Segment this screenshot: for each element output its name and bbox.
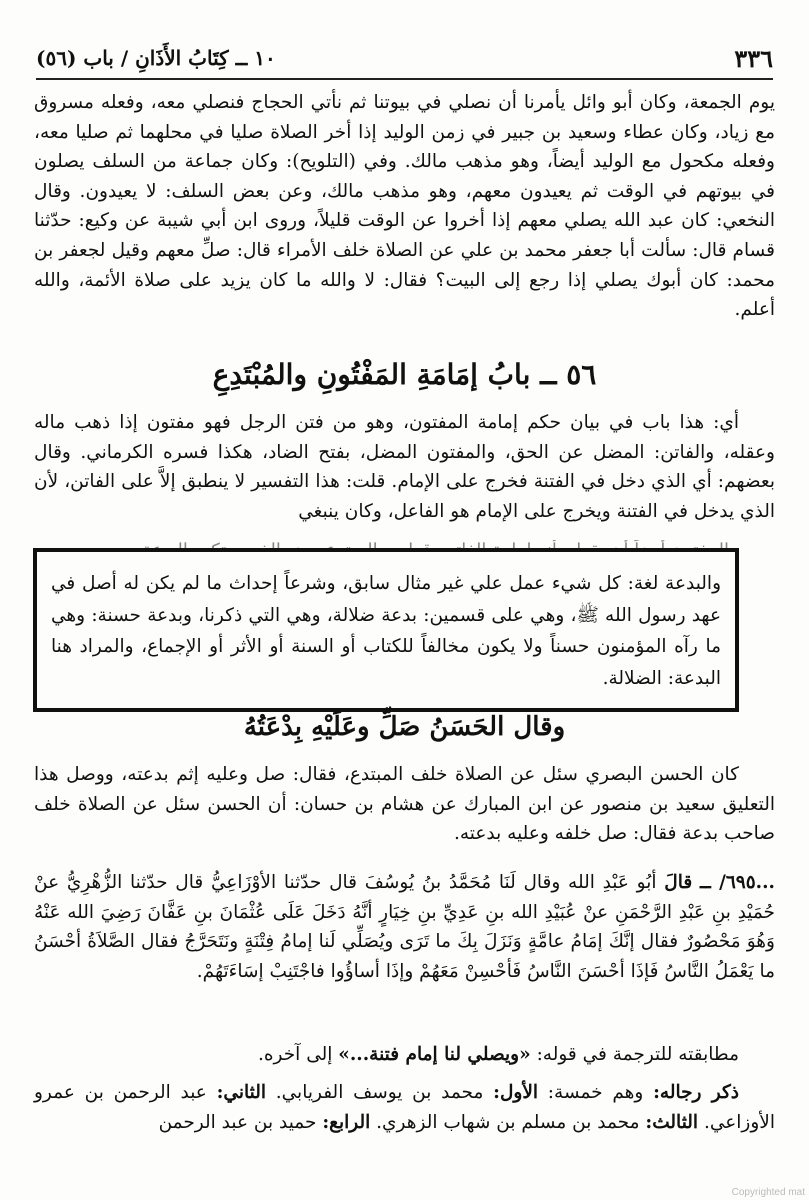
page-header (36, 38, 773, 80)
paragraph-4-text (34, 1040, 775, 1070)
paragraph-2-text (34, 408, 775, 526)
running-title: ١٠ ــ كِتَابُ الأَذَانِ / باب (٥٦) (36, 46, 276, 70)
paragraph-5 (34, 1078, 775, 1137)
narrator-2: عبد الرحمن بن عمرو الأوزاعي. (34, 1082, 775, 1133)
watermark: Copyrighted mat (731, 1187, 805, 1198)
paragraph-3 (34, 760, 775, 849)
narrators-label: ذكر رجاله: (653, 1082, 740, 1103)
narrator-1: محمد بن يوسف الفريابي. (275, 1082, 484, 1103)
paragraph-4-lead: مطابقته للترجمة في قوله: (536, 1044, 739, 1065)
paragraph-1 (34, 88, 775, 325)
paragraph-2 (34, 408, 775, 526)
hadith-qala: قالَ (664, 872, 693, 893)
hadith-body: أبُو عَبْدِ الله وقال لَنَا مُحَمَّدُ بنُ يُوسُفَ قال حدّثنا الأوْزَاعِيُّ قال حدّثنا الزُّهْرِيُّ عنْ حُمَيْدِ بنِ عَبْدِ الرَّحْمَنِ عنْ عُبَيْدِ الله بنِ عَدِيِّ بنِ خِيَارٍ أنَّهُ دَخَلَ عَلَى عُثْمَانَ بنِ عَفَّانَ رَضِيَ الله عَنْهُ وَهُوَ مَحْصُورٌ فقال إنَّكَ إمَامُ عامَّةٍ وَنَزَلَ بِكَ ما تَرَى ويُصَلِّي لَنا إمامُ فِتْنَةٍ ونَتَحَرَّجُ فقال الصَّلاَةُ أحْسَنُ ما يَعْمَلُ النَّاسُ فَإذَا أحْسَنَ النَّاسُ فَأحْسِنْ مَعَهُمْ وإذَا أساؤُوا فاجْتَنِبْ إسَاءَتَهُمْ. (34, 872, 775, 982)
page-number: ٣٣٦ (734, 43, 773, 73)
paragraph-2-body: أي: هذا باب في بيان حكم إمامة المفتون، وهو من فتن الرجل فهو مفتون إذا ذهب ماله وعقله، والفاتن: المضل عن الحق، والمفتون المضل، بفتح الضاد، هكذا فسره الكرماني. وقال بعضهم: أي الذي دخل في الفتنة فخرج على الإمام. قلت: هذا التفسير لا ينطبق إلاَّ على الفاتن، لأن الذي يدخل في الفتنة ويخرج على الإمام هو الفاعل، وكان ينبغي (34, 412, 775, 522)
narrator-3-label: الثالث: (645, 1111, 699, 1133)
paragraph-4 (34, 1040, 775, 1070)
highlight-box-text: والبدعة لغة: كل شيء عمل علي غير مثال سابق، وشرعاً إحداث ما لم يكن له أصل في عهد رسول الله ﷺ، وهي على قسمين: بدعة ضلالة، وهي التي ذكرنا، وبدعة حسنة: وهي ما رآه المؤمنون حسناً ولا يكون مخالفاً للكتاب أو السنة أو الأثر أو الإجماع، والمراد هنا البدعة: الضلالة. (51, 573, 721, 689)
narrator-4-label: الرابع: (322, 1111, 371, 1133)
narrator-1-label: الأول: (493, 1082, 539, 1103)
paragraph-4-tail: إلى آخره. (257, 1044, 333, 1065)
paragraph-3-text (34, 760, 775, 849)
narrator-3: محمد بن مسلم بن شهاب الزهري. (376, 1111, 640, 1133)
paragraph-4-quote: «ويصلي لنا إمام فتنة...» (338, 1044, 531, 1065)
narrator-4: حميد بن عبد الرحمن (158, 1111, 317, 1133)
highlight-box (33, 548, 739, 712)
paragraph-1-text: يوم الجمعة، وكان أبو وائل يأمرنا أن نصلي في بيوتنا ثم نأتي الحجاج فنصلي معه، وفعله مسروق مع زياد، وكان عطاء وسعيد بن جبير في زمن الوليد إذا أخر الصلاة صليا في محلهما ثم صليا معه، وفعله مكحول مع الوليد أيضاً، وهو مذهب مالك. وفي (التلويح): وكان جماعة من السلف يصلون في بيوتهم في الوقت ثم يعيدون معهم، وهو مذهب مالك، وعن بعض السلف: لا يعيدون. وقال النخعي: كان عبد الله يصلي معهم إذا أخروا عن الوقت قليلاً، وروى ابن أبي شيبة عن وكيع: حدّثنا قسام قال: سألت أبا جعفر محمد بن علي عن الصلاة خلف الأمراء قال: صلِّ معهم وقيل لجعفر بن محمد: كان أبوك يصلي إذا رجع إلى البيت؟ فقال: لا والله ما كان يزيد على صلاة الأئمة، والله أعلم. (34, 92, 775, 321)
sub-heading: وقال الحَسَنُ صَلِّ وعَلَيْهِ بِدْعَتُهُ (243, 712, 566, 742)
hadith-block (34, 868, 775, 986)
section-heading: ٥٦ ــ بابُ إمَامَةِ المَفْتُونِ والمُبْتَدِعِ (212, 358, 597, 391)
paragraph-5-text (34, 1078, 775, 1137)
narrators-count: وهم خمسة: (547, 1082, 644, 1103)
narrator-2-label: الثاني: (216, 1082, 266, 1103)
paragraph-3-body: كان الحسن البصري سئل عن الصلاة خلف المبتدع، فقال: صل وعليه إثم بدعته، ووصل هذا التعليق سعيد بن منصور عن ابن المبارك عن هشام بن حسان: أن الحسن سئل عن الصلاة خلف صاحب بدعة فقال: صل خلفه وعليه بدعته. (34, 764, 775, 845)
hadith-number: ...٦٩٥/ ــ (699, 872, 775, 893)
hadith-text (34, 868, 775, 986)
